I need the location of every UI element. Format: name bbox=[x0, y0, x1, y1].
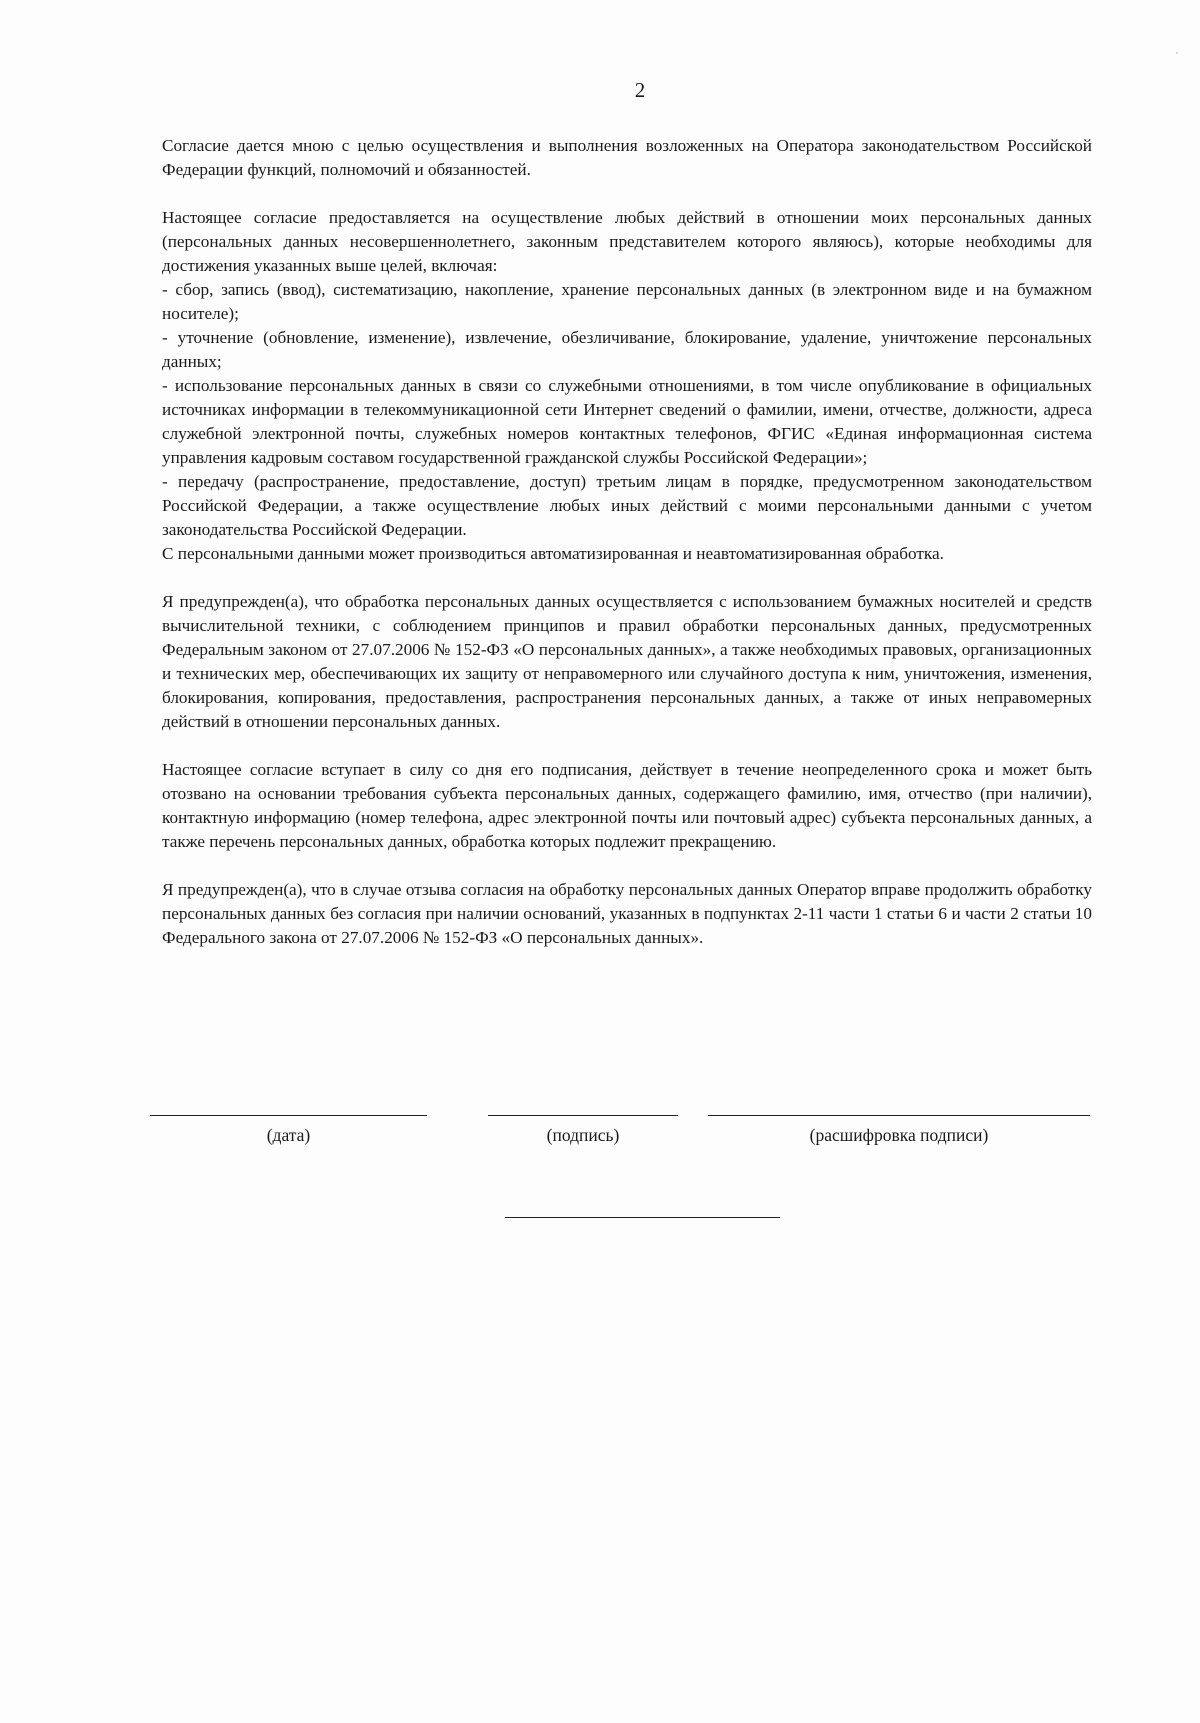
paragraph-actions-intro: Настоящее согласие предоставляется на осуществление любых действий в отношении моих персональных данных (персональных данных несовершеннолетнего, законным представителем которого являюсь), которые необходимы для достижения указанных выше целей, включая: bbox=[162, 208, 1092, 275]
signature-block bbox=[0, 1115, 1200, 1175]
decoding-caption: (расшифровка подписи) bbox=[809, 1125, 989, 1145]
paragraph-processing-type: С персональными данными может производиться автоматизированная и неавтоматизированная обработка. bbox=[162, 544, 944, 563]
list-item-usage: - использование персональных данных в связи со служебными отношениями, в том числе опубликование в официальных источниках информации в телекоммуникационной сети Интернет сведений о фамилии, имени, отчестве, должности, адреса служебной электронной почты, служебных номеров контактных телефонов, ФГИС «Единая информационная система управления кадровым составом государственной гражданской службы Российской Федерации»; bbox=[162, 376, 1092, 467]
bottom-line bbox=[505, 1217, 780, 1218]
paragraph-warning-revocation: Я предупрежден(а), что в случае отзыва согласия на обработку персональных данных Оператор вправе продолжить обработку персональных данных без согласия при наличии оснований, указанных в подпунктах 2-11 части 1 статьи 6 и части 2 статьи 10 Федерального закона от 27.07.2006 № 152-ФЗ «О персональных данных». bbox=[162, 880, 1092, 947]
list-item-collection: - сбор, запись (ввод), систематизацию, накопление, хранение персональных данных (в электронном виде и на бумажном носителе); bbox=[162, 280, 1092, 323]
paragraph-gap bbox=[162, 734, 1092, 758]
paragraph-gap bbox=[162, 182, 1092, 206]
scan-speck bbox=[1176, 52, 1178, 54]
date-caption: (дата) bbox=[266, 1125, 311, 1145]
list-item-transfer: - передачу (распространение, предоставление, доступ) третьим лицам в порядке, предусмотренном законодательством Российской Федерации, а также осуществление любых иных действий с моими персональными данными с учетом законодательства Российской Федерации. bbox=[162, 472, 1092, 539]
paragraph-gap bbox=[162, 566, 1092, 590]
signature-caption: (подпись) bbox=[546, 1125, 620, 1145]
list-item-clarification: - уточнение (обновление, изменение), извлечение, обезличивание, блокирование, удаление, уничтожение персональных данных; bbox=[162, 328, 1092, 371]
decoding-line bbox=[708, 1115, 1090, 1116]
page-number: 2 bbox=[634, 78, 646, 102]
date-line bbox=[150, 1115, 427, 1116]
document-body bbox=[162, 134, 1092, 950]
paragraph-purpose: Согласие дается мною с целью осуществления и выполнения возложенных на Оператора законодательством Российской Федерации функций, полномочий и обязанностей. bbox=[162, 136, 1092, 179]
signature-line bbox=[488, 1115, 678, 1116]
paragraph-gap bbox=[162, 854, 1092, 878]
paragraph-validity: Настоящее согласие вступает в силу со дня его подписания, действует в течение неопределенного срока и может быть отозвано на основании требования субъекта персональных данных, содержащего фамилию, имя, отчество (при наличии), контактную информацию (номер телефона, адрес электронной почты или почтовый адрес) субъекта персональных данных, а также перечень персональных данных, обработка которых подлежит прекращению. bbox=[162, 760, 1092, 851]
paragraph-warning-processing: Я предупрежден(а), что обработка персональных данных осуществляется с использованием бумажных носителей и средств вычислительной техники, с соблюдением принципов и правил обработки персональных данных, предусмотренных Федеральным законом от 27.07.2006 № 152-ФЗ «О персональных данных», а также необходимых правовых, организационных и технических мер, обеспечивающих их защиту от неправомерного или случайного доступа к ним, уничтожения, изменения, блокирования, копирования, предоставления, распространения персональных данных, а также от иных неправомерных действий в отношении персональных данных. bbox=[162, 592, 1092, 731]
